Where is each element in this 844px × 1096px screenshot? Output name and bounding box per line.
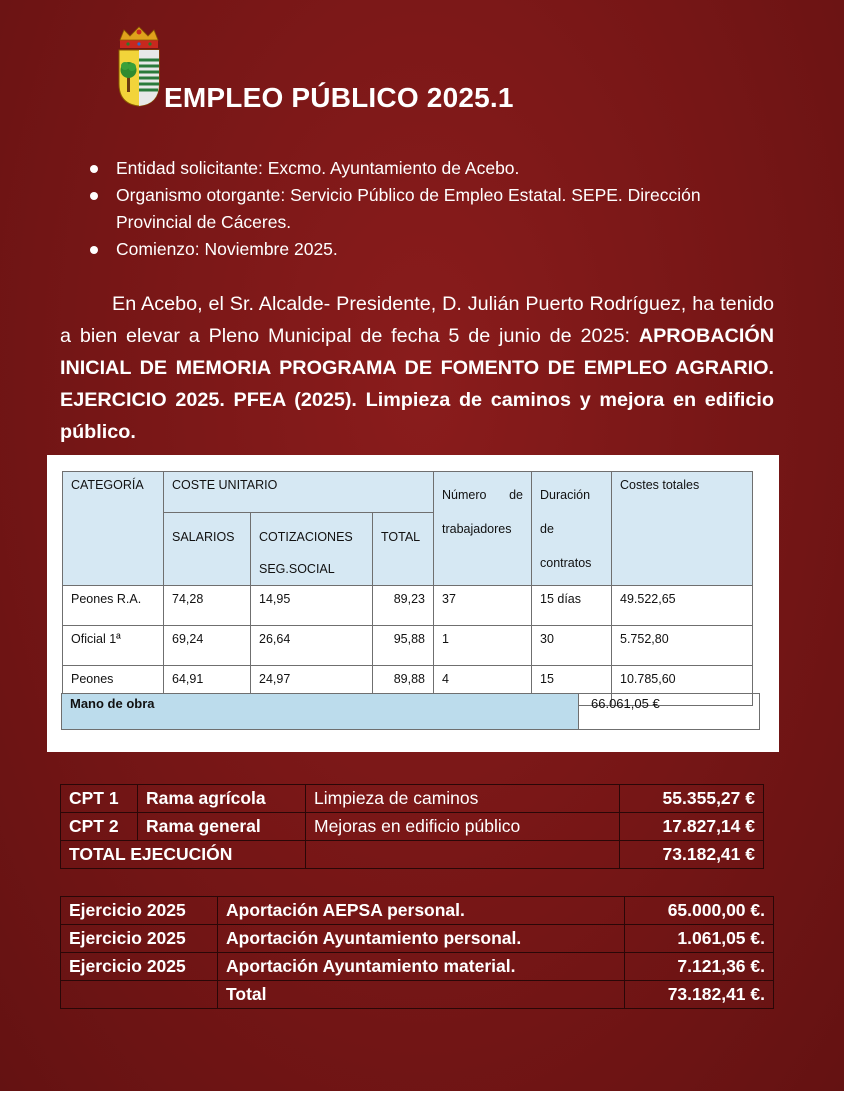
header-numero-b: de	[509, 488, 523, 502]
cell-amount: 1.061,05 €.	[625, 925, 774, 953]
cell-total: 95,88	[373, 626, 434, 666]
cell-numero: 4	[434, 666, 532, 706]
header-costes-totales: Costes totales	[612, 472, 753, 586]
cell-categoria: Peones	[63, 666, 164, 706]
cell-rama: Rama general	[138, 813, 306, 841]
list-item: Comienzo: Noviembre 2025.	[88, 236, 768, 263]
cell-year: Ejercicio 2025	[61, 897, 218, 925]
header-total: TOTAL	[373, 513, 434, 586]
cell-total: 89,23	[373, 586, 434, 626]
info-list	[88, 155, 768, 263]
header-cotizaciones-b: SEG.SOCIAL	[259, 562, 335, 576]
cell-costes: 49.522,65	[612, 586, 753, 626]
table-row	[61, 953, 774, 981]
cell-desc: Mejoras en edificio público	[306, 813, 620, 841]
header-duracion-b: de	[540, 522, 554, 536]
table-row	[63, 626, 753, 666]
page-title: EMPLEO PÚBLICO 2025.1	[164, 82, 514, 113]
cell-salarios: 74,28	[164, 586, 251, 626]
header-numero	[434, 472, 532, 586]
cell-empty	[61, 981, 218, 1009]
cell-costes: 10.785,60	[612, 666, 753, 706]
cell-salarios: 64,91	[164, 666, 251, 706]
cell-code: CPT 1	[61, 785, 138, 813]
cell-amount: 17.827,14 €	[620, 813, 764, 841]
table-header-row	[63, 472, 753, 513]
table-row	[61, 897, 774, 925]
cell-numero: 1	[434, 626, 532, 666]
cell-salarios: 69,24	[164, 626, 251, 666]
total-label: TOTAL EJECUCIÓN	[61, 841, 306, 869]
table-row	[61, 813, 764, 841]
header-duracion	[532, 472, 612, 586]
cell-code: CPT 2	[61, 813, 138, 841]
table-total-row	[61, 981, 774, 1009]
cost-table-image	[47, 455, 779, 752]
mano-de-obra-value: 66.061,05 €	[591, 696, 660, 711]
cell-amount: 7.121,36 €.	[625, 953, 774, 981]
header-cotizaciones	[251, 513, 373, 586]
cell-numero: 37	[434, 586, 532, 626]
cell-desc: Aportación Ayuntamiento personal.	[218, 925, 625, 953]
cell-empty	[306, 841, 620, 869]
cell-duracion: 15 días	[532, 586, 612, 626]
table-row	[61, 925, 774, 953]
paragraph-text: En Acebo, el Sr. Alcalde- Presidente, D. Julián Puerto Rodríguez, ha tenido a bien elevar a Pleno Municipal de fecha 5 de junio de 2025:	[60, 293, 774, 347]
header-categoria: CATEGORÍA	[63, 472, 164, 586]
total-label: Total	[218, 981, 625, 1009]
total-amount: 73.182,41 €.	[625, 981, 774, 1009]
bottom-border	[0, 1091, 844, 1096]
cell-desc: Limpieza de caminos	[306, 785, 620, 813]
cell-year: Ejercicio 2025	[61, 925, 218, 953]
total-amount: 73.182,41 €	[620, 841, 764, 869]
header-cotizaciones-a: COTIZACIONES	[259, 530, 353, 544]
coat-of-arms-icon	[116, 26, 162, 108]
header-numero-c: trabajadores	[442, 522, 512, 536]
cost-table	[62, 471, 753, 706]
cell-cotizaciones: 14,95	[251, 586, 373, 626]
list-item: Organismo otorgante: Servicio Público de Empleo Estatal. SEPE. Dirección Provincial de Cáceres.	[88, 182, 768, 236]
cell-duracion: 15	[532, 666, 612, 706]
cell-duracion: 30	[532, 626, 612, 666]
cell-cotizaciones: 24,97	[251, 666, 373, 706]
table-row	[61, 785, 764, 813]
mano-de-obra-row	[61, 693, 760, 730]
list-item: Entidad solicitante: Excmo. Ayuntamiento de Acebo.	[88, 155, 768, 182]
intro-paragraph	[60, 288, 774, 448]
header-duracion-c: contratos	[540, 556, 592, 570]
cell-cotizaciones: 26,64	[251, 626, 373, 666]
cell-amount: 55.355,27 €	[620, 785, 764, 813]
cell-year: Ejercicio 2025	[61, 953, 218, 981]
cell-costes: 5.752,80	[612, 626, 753, 666]
aportacion-table	[60, 896, 774, 1009]
cell-amount: 65.000,00 €.	[625, 897, 774, 925]
table-row	[63, 586, 753, 626]
cell-categoria: Peones R.A.	[63, 586, 164, 626]
header-salarios: SALARIOS	[164, 513, 251, 586]
header-duracion-a: Duración	[540, 488, 591, 502]
cell-desc: Aportación Ayuntamiento material.	[218, 953, 625, 981]
paragraph-bold-text: APROBACIÓN INICIAL DE MEMORIA PROGRAMA DE FOMENTO DE EMPLEO AGRARIO. EJERCICIO 2025. PFEA (2025). Limpieza de caminos y mejora en edificio público.	[60, 325, 774, 443]
header-coste-unitario: COSTE UNITARIO	[164, 472, 434, 513]
cell-desc: Aportación AEPSA personal.	[218, 897, 625, 925]
cell-categoria: Oficial 1ª	[63, 626, 164, 666]
mano-de-obra-label: Mano de obra	[62, 694, 579, 729]
table-total-row	[61, 841, 764, 869]
cpt-table	[60, 784, 764, 869]
cell-rama: Rama agrícola	[138, 785, 306, 813]
header-numero-a: Número	[442, 488, 487, 502]
cell-total: 89,88	[373, 666, 434, 706]
